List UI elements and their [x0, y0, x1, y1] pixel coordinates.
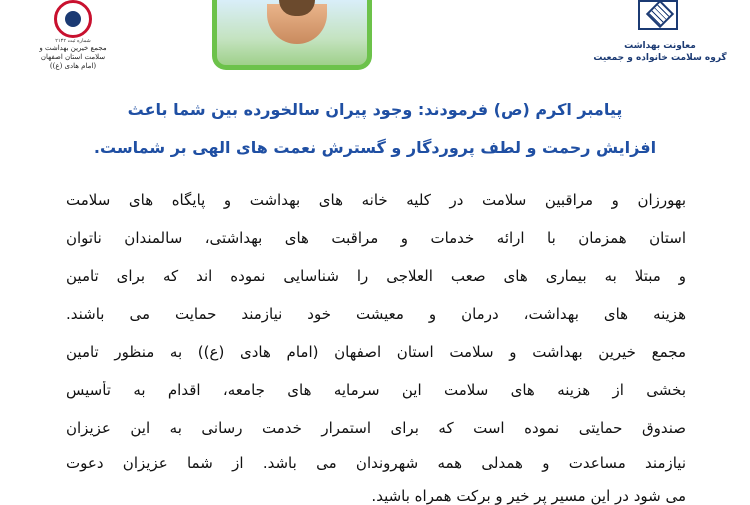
body-line-2: استان همزمان با ارائه خدمات و مراقبت های بهداشتی، سالمندان ناتوان [66, 229, 686, 247]
charity-name-line1: مجمع خیرین بهداشت و سلامت استان اصفهان [39, 44, 107, 61]
body-line-8: نیازمند مساعدت و همدلی همه شهروندان می باشد. از شما عزیزان دعوت [66, 454, 686, 472]
charity-registration-number: شماره ثبت ۲۱۴۲ [55, 38, 91, 44]
body-line-9: می شود در این مسیر پر خیر و برکت همراه باشید. [371, 487, 686, 505]
hero-image-hands-with-plant [212, 0, 372, 70]
hadith-line-2: افزایش رحمت و لطف پروردگار و گسترش نعمت های الهی بر شماست. [93, 138, 657, 157]
health-deputy-title: معاونت بهداشت [624, 41, 696, 51]
charity-name-line2: (امام هادی (ع)) [49, 62, 97, 70]
hadith-line-1: پیامبر اکرم (ص) فرمودند: وجود پیران سالخورده بین شما باعث [127, 100, 623, 119]
charity-logo [28, 0, 118, 70]
charity-emblem-icon [54, 0, 92, 38]
body-line-5: مجمع خیرین بهداشت و سلامت استان اصفهان (امام هادی (ع)) به منظور تامین [66, 343, 686, 361]
health-deputy-subtitle: گروه سلامت خانواده و جمعیت [593, 53, 727, 63]
health-deputy-emblem-icon [638, 0, 682, 40]
body-line-1: بهورزان و مراقبین سلامت در کلیه خانه های بهداشت و پایگاه های سلامت [66, 191, 686, 209]
body-line-6: بخشی از هزینه های سلامت این سرمایه های جامعه، اقدام به تأسیس [66, 381, 686, 399]
body-line-7: صندوق حمایتی نموده است که برای استمرار خدمت رسانی به این عزیزان [66, 419, 686, 437]
health-deputy-logo [590, 0, 730, 64]
body-line-3: و مبتلا به بیماری های صعب العلاجی را شناسایی نموده اند که برای تامین [66, 267, 686, 285]
body-line-4: هزینه های بهداشت، درمان و معیشت خود نیازمند حمایت می باشند. [66, 305, 686, 323]
